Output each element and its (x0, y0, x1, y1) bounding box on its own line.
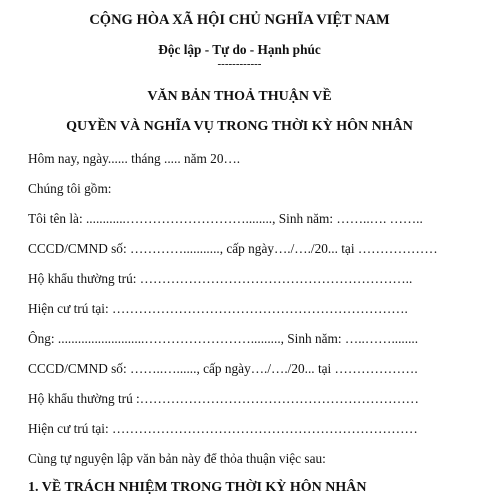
national-motto: Độc lập - Tự do - Hạnh phúc (158, 42, 321, 57)
party1-household-line: Hộ khẩu thường trú: …………………………………………………….. (28, 271, 413, 286)
document-title-line1: VĂN BẢN THOẢ THUẬN VỀ (147, 89, 332, 104)
date-line: Hôm nay, ngày...... tháng ..... năm 20…. (28, 151, 241, 166)
party2-residence-line: Hiện cư trú tại: …………………………………………………………… (28, 421, 418, 436)
party1-residence-line: Hiện cư trú tại: …………………………………………………………. (28, 301, 408, 316)
party1-id-line: CCCD/CMND số: …………..........., cấp ngày…./…./20... tại ……………… (28, 241, 438, 256)
national-title: CỘNG HÒA XÃ HỘI CHỦ NGHĨA VIỆT NAM (89, 12, 390, 28)
party2-name-line: Ông: ..........................……………………........., Sinh năm: …..……........ (28, 331, 419, 346)
party2-household-line: Hộ khẩu thường trú :……………………………………………………… (28, 391, 419, 406)
party1-name-line: Tôi tên là: ............………………………........, Sinh năm: ……..…. …….. (28, 211, 423, 226)
document-title-line2: QUYỀN VÀ NGHĨA VỤ TRONG THỜI KỲ HÔN NHÂN (66, 119, 413, 134)
section1-title: 1. VỀ TRÁCH NHIỆM TRONG THỜI KỲ HÔN NHÂN (28, 480, 367, 495)
agreement-intro: Cùng tự nguyện lập văn bản này để thỏa thuận việc sau: (28, 451, 326, 466)
motto-separator: ------------ (217, 58, 262, 70)
parties-intro: Chúng tôi gồm: (28, 181, 112, 196)
party2-id-line: CCCD/CMND số: ……..…......, cấp ngày…./…./20... tại ………………. (28, 361, 418, 376)
